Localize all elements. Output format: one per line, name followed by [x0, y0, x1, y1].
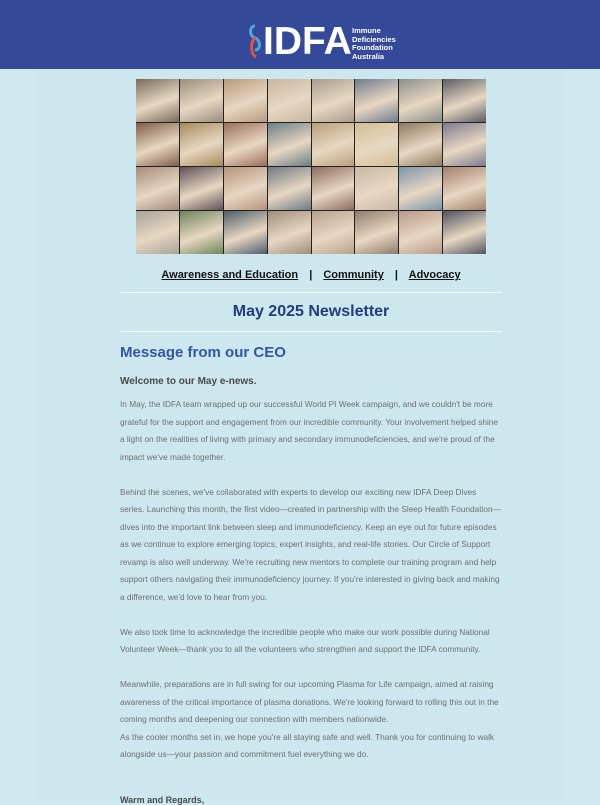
- photo-tile: [224, 79, 267, 122]
- paragraph: Behind the scenes, we've collaborated with experts to develop our exciting new IDFA Deep Dives series. Launching this month, the first video—created in partnership with the Sleep Health Foundation—dives into the important link between sleep and immunodeficiency. Keep an eye out for future episodes as we continue to explore emerging topics, expert insights, and real-life stories. Our Circle of Support revamp is also well underway. We're recruiting new mentors to complete our training program and help support others navigating their immunodeficiency journey. If you're interested in giving back and making a difference, we'd love to hear from you.: [120, 486, 501, 602]
- section-title-ceo: Message from our CEO: [120, 344, 286, 361]
- photo-tile: [136, 123, 179, 166]
- photo-tile: [355, 123, 398, 166]
- paragraph: In May, the IDFA team wrapped up our successful World PI Week campaign, and we couldn't be more grateful for the support and engagement from our incredible community. Your involvement helped shine a light on the realities of living with primary and secondary immunodeficiencies, and we're proud of the impact we've made together.: [120, 399, 499, 462]
- signoff: Warm and Regards,: [120, 795, 205, 805]
- logo-subtitle: Immune Deficiencies Foundation Australia: [352, 26, 396, 61]
- logo-wordmark: IDFA: [263, 20, 352, 63]
- photo-tile: [355, 211, 398, 254]
- divider: [120, 331, 502, 332]
- photo-tile: [180, 211, 223, 254]
- newsletter-title: May 2025 Newsletter: [232, 303, 390, 320]
- paragraph: As the cooler months set in, we hope you're all staying safe and well. Thank you for continuing to walk alongside us—your passion and commitment fuel everything we do.: [120, 731, 495, 759]
- photo-tile: [136, 211, 179, 254]
- paragraph: Meanwhile, preparations are in full swing for our upcoming Plasma for Life campaign, aimed at raising awareness of the critical importance of plasma donations. We're looking forward to rolling this out in the coming months and deepening our connection with members nationwide.: [120, 679, 499, 724]
- nav-awareness-education[interactable]: Awareness and Education: [161, 269, 299, 281]
- photo-tile: [312, 123, 355, 166]
- photo-tile: [399, 211, 442, 254]
- nav-separator: |: [309, 269, 313, 281]
- photo-tile: [224, 123, 267, 166]
- photo-tile: [355, 167, 398, 210]
- photo-tile: [268, 211, 311, 254]
- photo-tile: [136, 167, 179, 210]
- photo-tile: [443, 123, 486, 166]
- photo-tile: [312, 167, 355, 210]
- photo-tile: [312, 211, 355, 254]
- photo-tile: [268, 123, 311, 166]
- photo-tile: [180, 167, 223, 210]
- photo-tile: [312, 79, 355, 122]
- photo-tile: [399, 123, 442, 166]
- left-margin: [0, 69, 38, 800]
- photo-tile: [224, 211, 267, 254]
- ceo-message: [120, 396, 502, 764]
- photo-tile: [443, 79, 486, 122]
- nav-community[interactable]: Community: [323, 269, 384, 281]
- member-photo-collage: [136, 79, 486, 254]
- paragraph: We also took time to acknowledge the incredible people who make our work possible during National Volunteer Week—thank you to all the volunteers who strengthen and support the IDFA community.: [120, 626, 490, 654]
- header-bar: [0, 0, 600, 69]
- photo-tile: [443, 167, 486, 210]
- photo-tile: [268, 167, 311, 210]
- nav-separator: |: [394, 269, 398, 281]
- welcome-heading: Welcome to our May e-news.: [120, 376, 257, 387]
- photo-tile: [224, 167, 267, 210]
- photo-tile: [136, 79, 179, 122]
- divider: [120, 292, 502, 293]
- photo-tile: [399, 167, 442, 210]
- idfa-mark-icon: [247, 24, 263, 60]
- photo-tile: [268, 79, 311, 122]
- photo-tile: [443, 211, 486, 254]
- newsletter-nav: [120, 269, 502, 289]
- nav-advocacy[interactable]: Advocacy: [408, 269, 461, 281]
- photo-tile: [399, 79, 442, 122]
- photo-tile: [180, 79, 223, 122]
- photo-tile: [355, 79, 398, 122]
- photo-tile: [180, 123, 223, 166]
